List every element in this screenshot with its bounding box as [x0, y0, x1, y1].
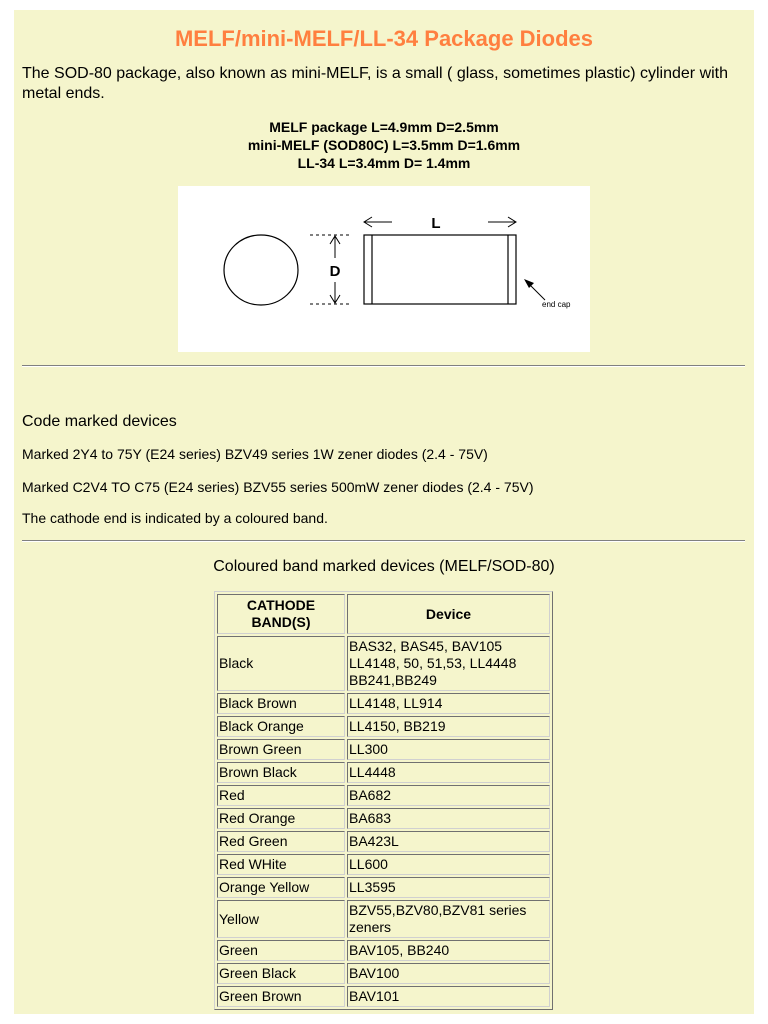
device-cell: BA683: [347, 808, 550, 829]
band-cell: Green Brown: [217, 986, 345, 1007]
band-cell: Orange Yellow: [217, 877, 345, 898]
device-cell: BA423L: [347, 831, 550, 852]
device-cell: LL600: [347, 854, 550, 875]
spec-mini-melf: mini-MELF (SOD80C) L=3.5mm D=1.6mm: [247, 137, 521, 153]
table-row: [217, 785, 550, 806]
page-title: MELF/mini-MELF/LL-34 Package Diodes: [174, 26, 594, 51]
band-cell: Yellow: [217, 900, 345, 938]
cylinder-body: [364, 235, 516, 304]
band-cell: Red Orange: [217, 808, 345, 829]
table-row: [217, 963, 550, 984]
table-row: [217, 693, 550, 714]
page: [14, 10, 754, 1014]
code-line-bzv55: Marked C2V4 TO C75 (E24 series) BZV55 series 500mW zener diodes (2.4 - 75V): [22, 479, 534, 495]
device-cell: BAS32, BAS45, BAV105 LL4148, 50, 51,53, LL4448 BB241,BB249: [347, 636, 550, 691]
device-cell: BA682: [347, 785, 550, 806]
package-diagram-svg: [178, 186, 590, 352]
divider-top: [22, 365, 745, 367]
length-label: L: [431, 215, 441, 232]
table-row: [217, 739, 550, 760]
spec-melf: MELF package L=4.9mm D=2.5mm: [269, 119, 499, 135]
table-row: [217, 808, 550, 829]
band-cell: Green: [217, 940, 345, 961]
table-row: [217, 636, 550, 691]
end-cap-label: end cap: [542, 300, 571, 309]
cathode-note: The cathode end is indicated by a coloured band.: [22, 510, 328, 526]
band-cell: Black Orange: [217, 716, 345, 737]
band-cell: Green Black: [217, 963, 345, 984]
table-header-row: [217, 594, 550, 634]
table-row: [217, 762, 550, 783]
table-row: [217, 940, 550, 961]
package-diagram: [178, 186, 590, 352]
device-cell: BAV101: [347, 986, 550, 1007]
device-cell: LL4150, BB219: [347, 716, 550, 737]
band-cell: Brown Green: [217, 739, 345, 760]
divider-bottom: [22, 540, 745, 542]
table-row: [217, 877, 550, 898]
header-device: Device: [347, 594, 550, 634]
intro-paragraph: The SOD-80 package, also known as mini-MELF, is a small ( glass, sometimes plastic) cylinder with metal ends.: [22, 65, 729, 102]
table-row: [217, 900, 550, 938]
device-cell: LL4148, LL914: [347, 693, 550, 714]
band-cell: Red: [217, 785, 345, 806]
device-cell: LL4448: [347, 762, 550, 783]
band-table-caption: Coloured band marked devices (MELF/SOD-80): [213, 558, 555, 575]
spec-ll34: LL-34 L=3.4mm D= 1.4mm: [297, 155, 471, 171]
table-row: [217, 716, 550, 737]
device-cell: LL3595: [347, 877, 550, 898]
diameter-label: D: [329, 263, 341, 280]
band-cell: Black Brown: [217, 693, 345, 714]
device-cell: LL300: [347, 739, 550, 760]
end-cap-arrowhead: [524, 279, 534, 288]
band-cell: Red WHite: [217, 854, 345, 875]
package-specs: [14, 118, 754, 172]
device-cell: BAV105, BB240: [347, 940, 550, 961]
band-cell: Red Green: [217, 831, 345, 852]
code-marked-heading: Code marked devices: [22, 413, 177, 430]
code-line-bzv49: Marked 2Y4 to 75Y (E24 series) BZV49 series 1W zener diodes (2.4 - 75V): [22, 446, 488, 462]
device-cell: BAV100: [347, 963, 550, 984]
table-row: [217, 854, 550, 875]
table-row: [217, 986, 550, 1007]
band-cell: Black: [217, 636, 345, 691]
table-row: [217, 831, 550, 852]
device-cell: BZV55,BZV80,BZV81 series zeners: [347, 900, 550, 938]
end-view-circle: [224, 235, 298, 305]
header-cathode-band: CATHODE BAND(S): [217, 594, 345, 634]
band-cell: Brown Black: [217, 762, 345, 783]
cathode-band-table: [214, 591, 553, 1010]
